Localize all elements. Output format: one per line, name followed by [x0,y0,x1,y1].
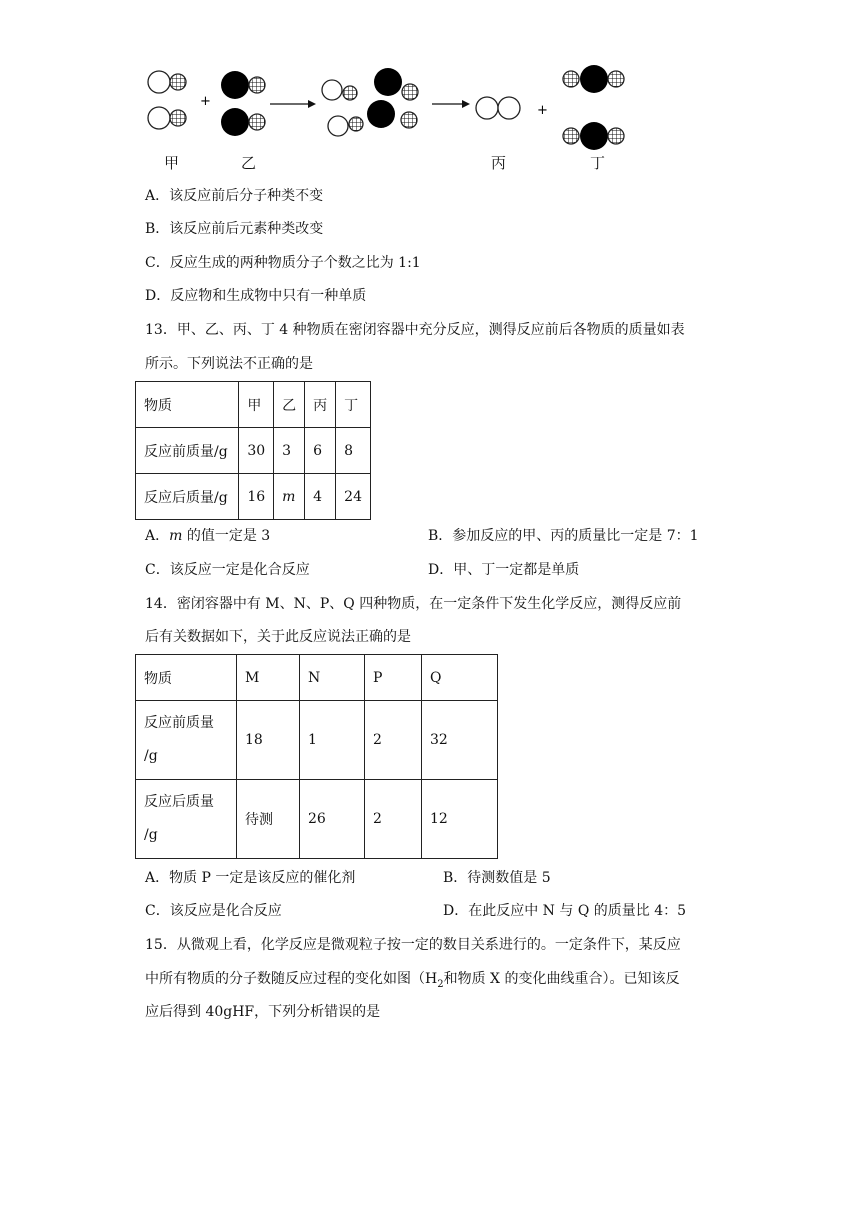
plus-sign-2: + [537,103,548,118]
label-jia: 甲 [164,154,180,172]
q14-data-table [135,654,498,859]
table-cell: 甲 [239,382,274,428]
table-cell: 12 [422,780,498,859]
intermediate-state [322,68,418,136]
table-row [136,474,371,520]
table-cell: 反应后质量/g [136,474,239,520]
molecule-ding-2 [563,122,624,150]
row-label-line2: /g [144,827,158,843]
table-cell: M [237,655,300,701]
table-cell: 2 [365,780,422,859]
reaction-arrow-2 [432,100,470,108]
molecule-yi-2 [221,108,265,136]
q14-option-b: B．待测数值是 5 [443,870,551,886]
table-cell: 26 [300,780,365,859]
q12-option-d: D．反应物和生成物中只有一种单质 [145,288,367,304]
table-cell: 32 [422,701,498,780]
table-cell: 1 [300,701,365,780]
q13-option-a-rest: 的值一定是 3 [182,528,271,544]
table-cell: 8 [336,428,371,474]
table-header-row [136,382,371,428]
q14-option-d: D．在此反应中 N 与 Q 的质量比 4：5 [443,903,687,919]
table-cell: P [365,655,422,701]
molecule-yi-1 [221,71,265,99]
molecule-jia-2 [148,107,186,129]
molecule-bing [476,97,520,119]
row-label-line1: 反应前质量 [144,715,214,731]
table-cell: 4 [305,474,336,520]
table-cell: 6 [305,428,336,474]
table-cell: N [300,655,365,701]
q13-stem-line2: 所示。下列说法不正确的是 [145,356,313,372]
table-cell: 30 [239,428,274,474]
q15-line2-subscript: 2 [437,978,444,990]
table-cell: m [274,474,305,520]
q12-option-a: A．该反应前后分子种类不变 [145,188,324,204]
table-cell: 反应前质量/g [136,428,239,474]
q13-option-a-var: m [169,528,183,544]
row-label-line1: 反应后质量 [144,794,214,810]
q15-line2-part1: 中所有物质的分子数随反应过程的变化如图（H [145,971,438,987]
reaction-arrow-1 [270,100,316,108]
label-ding: 丁 [590,154,606,172]
table-cell: 2 [365,701,422,780]
table-row [136,701,498,780]
table-cell: 乙 [274,382,305,428]
q15-line1: 15．从微观上看，化学反应是微观粒子按一定的数目关系进行的。一定条件下，某反应 [145,937,681,953]
plus-sign-1: + [200,94,211,109]
table-header-row [136,655,498,701]
reaction-diagram [140,62,640,152]
q15-line2-part2: 和物质 X 的变化曲线重合）。已知该反 [443,971,680,987]
table-cell: 丙 [305,382,336,428]
q14-option-c: C．该反应是化合反应 [145,903,282,919]
q14-option-a: A．物质 P 一定是该反应的催化剂 [145,870,356,886]
q15-line2 [145,969,679,995]
q12-option-b: B．该反应前后元素种类改变 [145,221,324,237]
q14-stem-line1: 14．密闭容器中有 M、N、P、Q 四种物质，在一定条件下发生化学反应，测得反应前 [145,596,682,612]
table-cell: 物质 [136,382,239,428]
q13-option-c: C．该反应一定是化合反应 [145,562,310,578]
table-row [136,780,498,859]
q15-line3: 应后得到 40gHF，下列分析错误的是 [145,1004,381,1020]
table-cell: 3 [274,428,305,474]
q13-option-b: B．参加反应的甲、丙的质量比一定是 7：1 [428,528,699,544]
table-cell: 24 [336,474,371,520]
molecule-ding-1 [563,65,624,93]
row-label-line2: /g [144,748,158,764]
q13-stem-line1: 13．甲、乙、丙、丁 4 种物质在密闭容器中充分反应，测得反应前后各物质的质量如表 [145,322,685,338]
table-cell: 物质 [136,655,237,701]
q13-data-table [135,381,371,520]
table-cell: 待测 [237,780,300,859]
q13-option-d: D．甲、丁一定都是单质 [428,562,580,578]
table-cell: 16 [239,474,274,520]
table-cell: 18 [237,701,300,780]
q14-stem-line2: 后有关数据如下，关于此反应说法正确的是 [145,629,411,645]
molecule-jia-1 [148,71,186,93]
q12-option-c: C．反应生成的两种物质分子个数之比为 1:1 [145,255,421,271]
table-cell: 丁 [336,382,371,428]
label-bing: 丙 [491,154,507,172]
q13-option-a-prefix: A． [145,528,170,544]
table-row [136,428,371,474]
table-cell [136,780,237,859]
table-cell [136,701,237,780]
q13-option-a [145,526,270,546]
table-cell: Q [422,655,498,701]
label-yi: 乙 [241,154,257,172]
